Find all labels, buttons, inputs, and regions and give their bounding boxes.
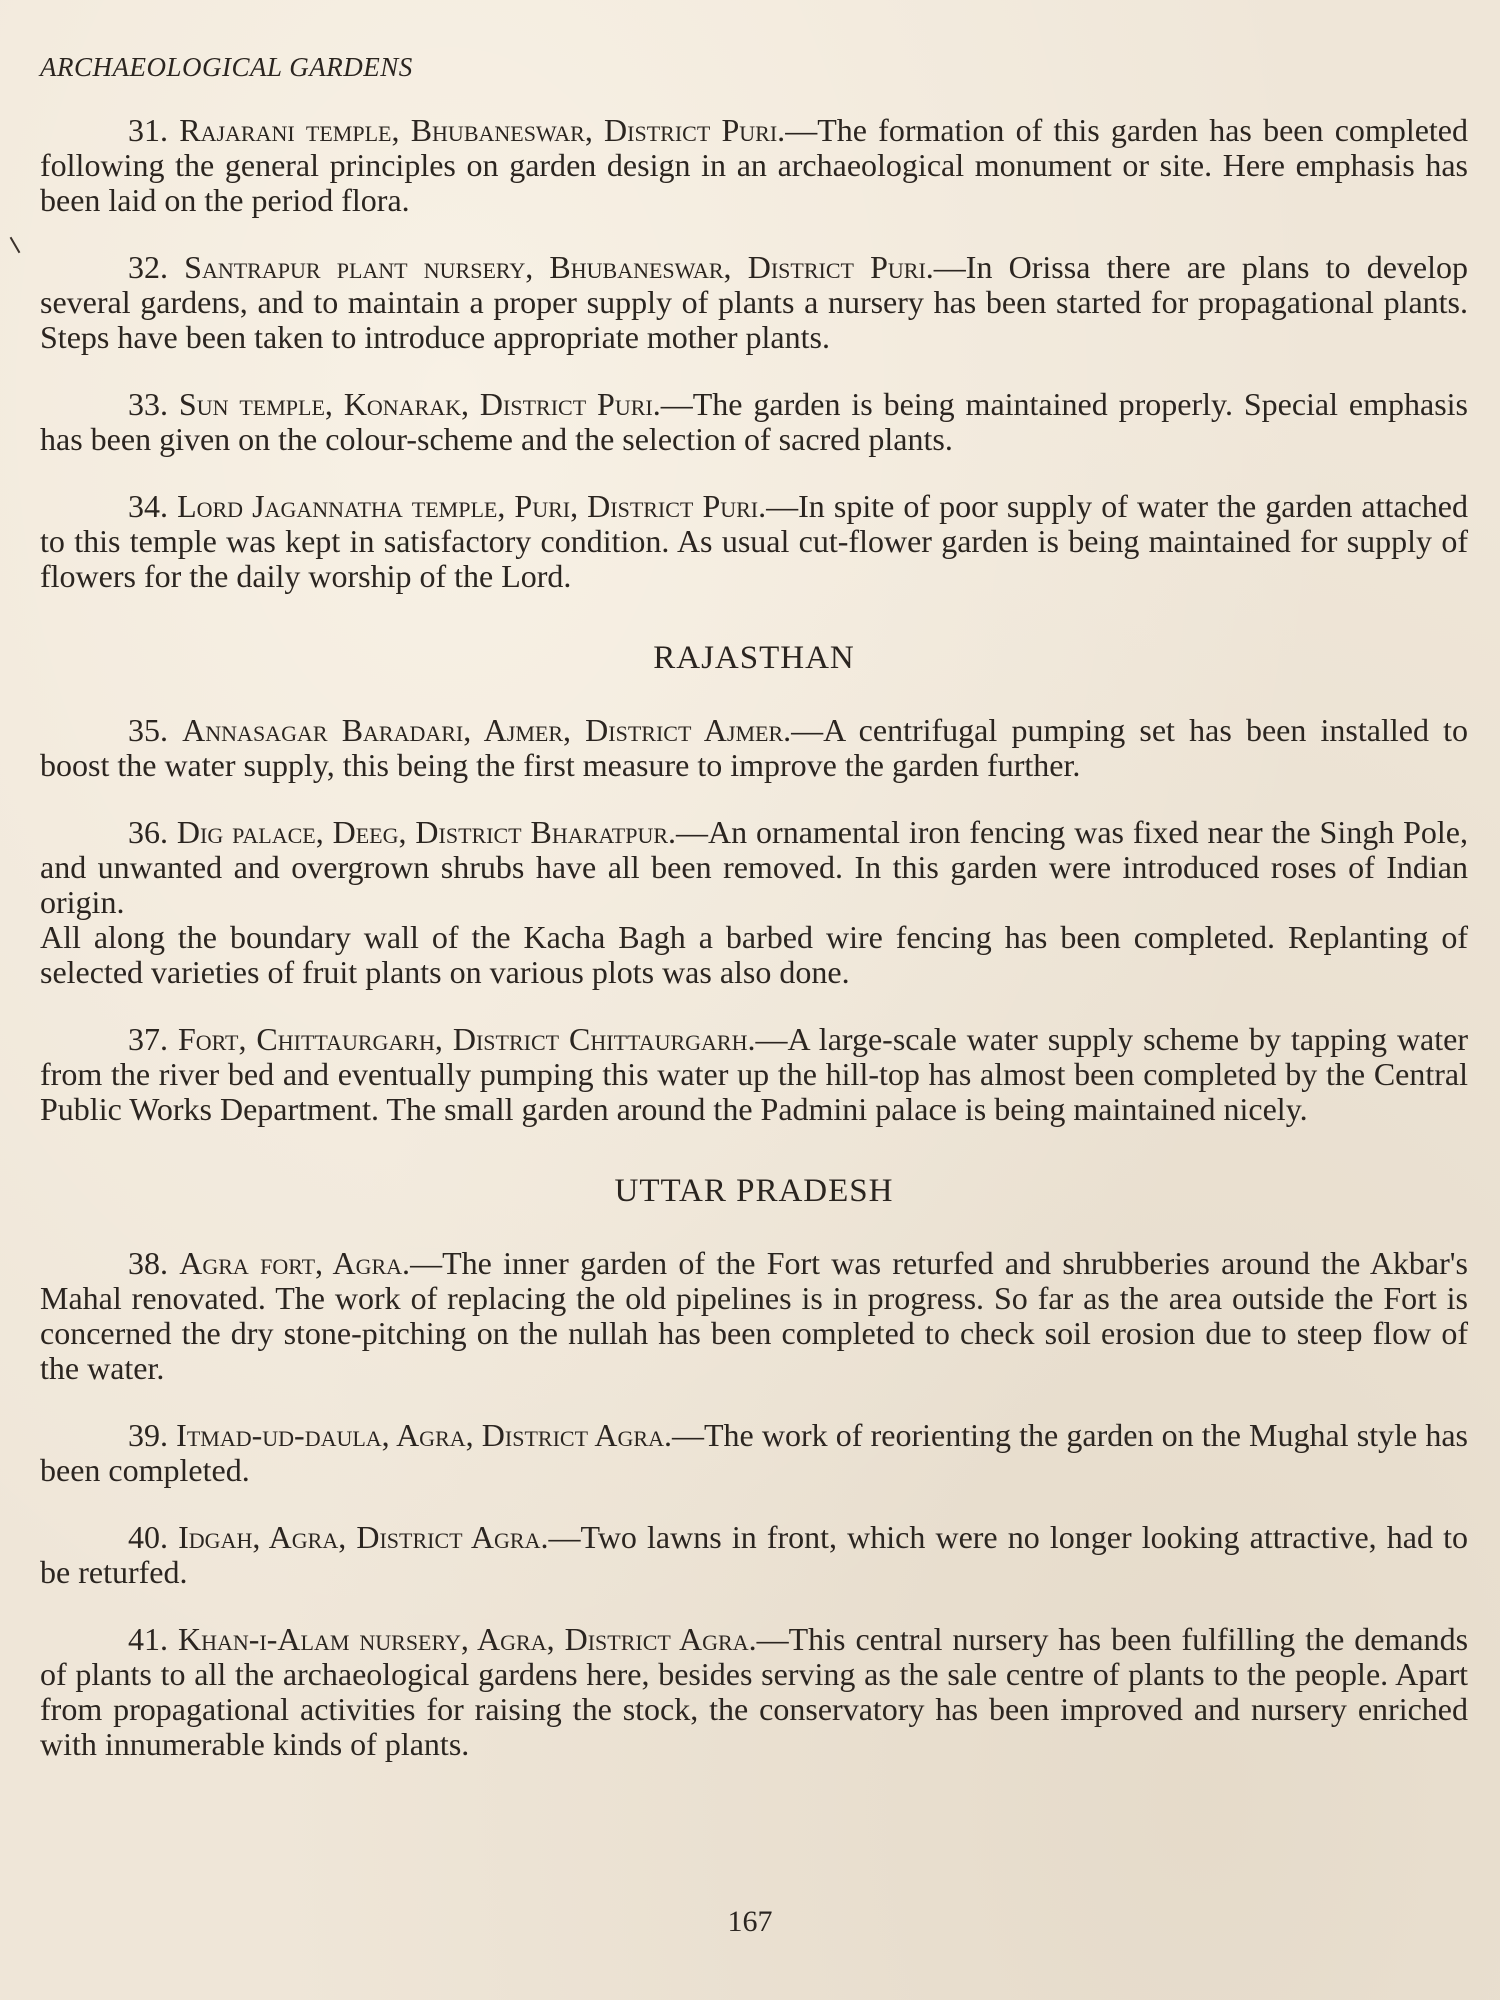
- entry-number: 33.: [128, 386, 168, 422]
- entry-text: —An ornamental iron fencing was fixed near the Singh Pole, and unwanted and overgrown shrubs have all been removed. In this garden were introduced roses of Indian origin.: [40, 814, 1469, 920]
- entry-number: 41.: [128, 1621, 168, 1657]
- entry-text: —This central nursery has been fulfilling the demands of plants to all the archaeological gardens here, besides serving as the sale centre of plants to the people. Apart from propagational activities for raising the stock, the conservatory has been improved and nursery enriched with innumerable kinds of plants.: [40, 1621, 1469, 1762]
- entry-title: Idgah, Agra, District Agra.: [178, 1519, 549, 1555]
- entry-number: 37.: [128, 1021, 168, 1057]
- entry-title: Agra fort, Agra.: [179, 1245, 411, 1281]
- entry-text: —The work of reorienting the garden on the Mughal style has been completed.: [40, 1417, 1469, 1488]
- entry-text: —A large-scale water supply scheme by tapping water from the river bed and eventually pumping this water up the hill-top has almost been completed by the Central Public Works Department. The small garden around the Padmini palace is being maintained nicely.: [40, 1021, 1469, 1127]
- entry-41: [40, 1622, 1468, 1762]
- section-heading-uttar-pradesh: UTTAR PRADESH: [614, 1173, 894, 1209]
- entry-number: 39.: [128, 1417, 168, 1453]
- entry-40: [40, 1520, 1468, 1590]
- entry-title: Dig palace, Deeg, District Bharatpur.: [176, 814, 677, 850]
- entry-title: Sun temple, Konarak, District Puri.: [178, 386, 661, 422]
- entry-36: [40, 815, 1468, 990]
- section-heading-rajasthan: RAJASTHAN: [653, 640, 855, 676]
- entry-title: Itmad-ud-daula, Agra, District Agra.: [176, 1417, 672, 1453]
- page-number: 167: [727, 1905, 773, 1938]
- running-head: ARCHAEOLOGICAL GARDENS: [40, 52, 413, 82]
- entry-text: —The inner garden of the Fort was returfed and shrubberies around the Akbar's Mahal renovated. The work of replacing the old pipelines is in progress. So far as the area outside the Fort is concerned the dry stone-pitching on the nullah has been completed to check soil erosion due to steep flow of the water.: [40, 1245, 1469, 1386]
- entry-number: 38.: [128, 1245, 168, 1281]
- entry-text: —The garden is being maintained properly. Special emphasis has been given on the colour-scheme and the selection of sacred plants.: [40, 386, 1469, 457]
- entry-number: 35.: [128, 712, 168, 748]
- entry-title: Fort, Chittaurgarh, District Chittaurgarh.: [177, 1021, 756, 1057]
- entry-number: 32.: [128, 249, 168, 285]
- entry-text: —A centrifugal pumping set has been installed to boost the water supply, this being the first measure to improve the garden further.: [40, 712, 1468, 783]
- entry-title: Annasagar Baradari, Ajmer, District Ajmer.: [182, 712, 792, 748]
- entry-text: —In Orissa there are plans to develop several gardens, and to maintain a proper supply of plants a nursery has been started for propagational plants. Steps have been taken to introduce appropriate mother plants.: [40, 249, 1468, 355]
- entry-33: [40, 387, 1468, 457]
- entry-title: Rajarani temple, Bhubaneswar, District Puri.: [179, 112, 786, 148]
- entry-35: [40, 713, 1468, 783]
- entry-31: [40, 113, 1468, 218]
- entry-39: [40, 1418, 1468, 1488]
- entry-text: All along the boundary wall of the Kacha Bagh a barbed wire fencing has been completed. Replanting of selected varieties of fruit plants on various plots was also done.: [40, 919, 1468, 990]
- entry-34: [40, 489, 1468, 594]
- entry-number: 34.: [128, 488, 168, 524]
- entry-32: [40, 250, 1468, 355]
- entry-title: Lord Jagannatha temple, Puri, District Puri.: [177, 488, 767, 524]
- entry-text: —Two lawns in front, which were no longer looking attractive, had to be returfed.: [40, 1519, 1469, 1590]
- stray-pencil-mark: [10, 237, 21, 254]
- entry-text: —The formation of this garden has been completed following the general principles on garden design in an archaeological monument or site. Here emphasis has been laid on the period flora.: [40, 112, 1469, 218]
- entry-number: 31.: [128, 112, 168, 148]
- entry-number: 36.: [128, 814, 168, 850]
- entry-text-continued: [40, 920, 1468, 990]
- entry-number: 40.: [128, 1519, 168, 1555]
- entry-text: —In spite of poor supply of water the garden attached to this temple was kept in satisfactory condition. As usual cut-flower garden is being maintained for supply of flowers for the daily worship of the Lord.: [40, 488, 1469, 594]
- entry-title: Santrapur plant nursery, Bhubaneswar, District Puri.: [184, 249, 934, 285]
- entry-38: [40, 1246, 1468, 1386]
- entry-37: [40, 1022, 1468, 1127]
- entry-title: Khan-i-Alam nursery, Agra, District Agra.: [177, 1621, 757, 1657]
